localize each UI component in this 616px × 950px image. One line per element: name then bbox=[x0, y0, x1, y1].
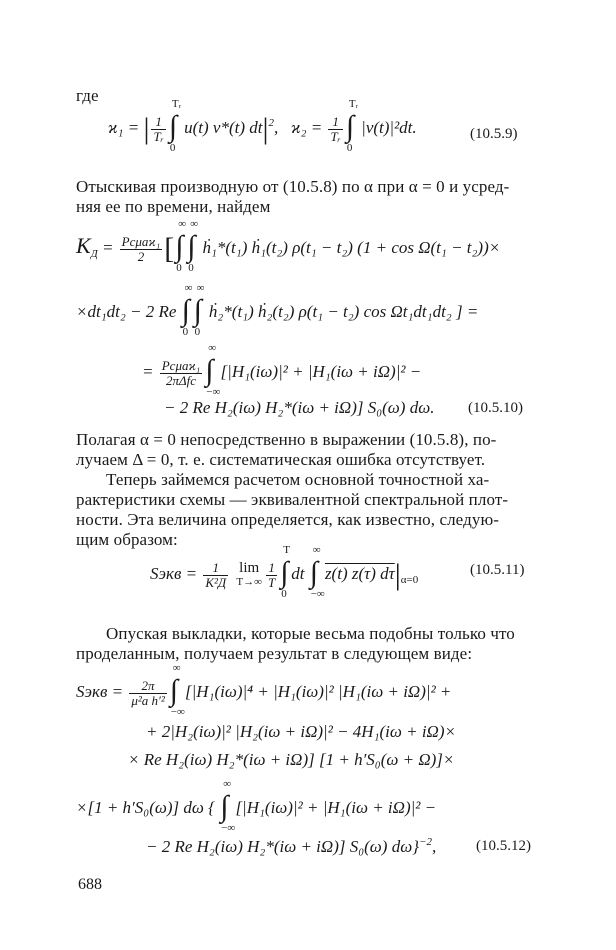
equation-10-5-12-line-1: Sэкв = $\frac{2\pi}{\text{μ²a h′²}}$ ∞ ∫ −∞ [|H₁(iω)|⁴ + |H₁(iω)|² |H₁(iω + iΩ)|² + bbox=[76, 662, 452, 718]
integral-sign: ∞ ∫ 0 bbox=[175, 218, 187, 274]
equation-10-5-12-line-5: − 2 Re H₂(iω) H₂*(iω + iΩ)] S₀(ω) dω}$^{-2}$, bbox=[146, 836, 437, 856]
equation-10-5-10-line-3: = $\frac{\text{Pcμaϰ₁}}{\text{2πΔfc}}$ ∞ ∫ −∞ [|H₁(iω)|² + |H₁(iω + iΩ)|² − bbox=[142, 342, 422, 398]
equation-10-5-11: Sэкв = $\frac{1}{\text{K²Д}}$ lim T→∞ $\frac{1}{T}$ T ∫ 0 dt ∞ ∫ −∞ z(t) z(τ) $d\tau|_{\alpha=0}$ bbox=[150, 544, 419, 600]
paragraph-3-line-4: щим образом: bbox=[76, 530, 178, 549]
integral-sign: T ∫ 0 bbox=[280, 544, 290, 600]
integral-sign: ∞ ∫ 0 bbox=[181, 282, 193, 338]
integral-sign: ∞ ∫ −∞ bbox=[205, 342, 221, 398]
equation-10-5-10-line-4: − 2 Re H₂(iω) H₂*(iω + iΩ)] S₀(ω) dω. bbox=[164, 398, 435, 417]
paragraph-1-line-2: няя ее по времени, найдем bbox=[76, 197, 271, 216]
equation-10-5-12-line-2: + 2|H₂(iω)|² |H₂(iω + iΩ)|² − 4H₁(iω + iΩ)× bbox=[146, 722, 456, 741]
page-number: 688 bbox=[78, 876, 102, 893]
equation-10-5-10-line-1: $K_Д$ = $\frac{\text{Pcμaϰ₁}}{2}$ [ ∞ ∫ 0 ∞ ∫ 0 ḣ₁*(t₁) ḣ₁(t₂) ρ(t₁ − t₂) (1 + cos Ω(t₁ − t₂))× bbox=[76, 218, 501, 274]
integral-sign: Tᵣ ∫ 0 bbox=[345, 98, 359, 154]
paragraph-3-line-2: рактеристики схемы — эквивалентной спектральной плот- bbox=[76, 490, 509, 509]
integral-sign: ∞ ∫ −∞ bbox=[169, 662, 185, 718]
integral-sign: Tᵣ ∫ 0 bbox=[168, 98, 182, 154]
equation-number-10-5-11: (10.5.11) bbox=[470, 562, 525, 578]
paragraph-2-line-2: лучаем Δ = 0, т. е. систематическая ошибка отсутствует. bbox=[76, 450, 486, 469]
integral-sign: ∞ ∫ 0 bbox=[187, 218, 199, 274]
paragraph-2-line-1: Полагая α = 0 непосредственно в выражении (10.5.8), по- bbox=[76, 430, 497, 449]
paragraph-3-line-3: ности. Эта величина определяется, как известно, следую- bbox=[76, 510, 500, 529]
equation-10-5-12-line-4: ×[1 + h′S₀(ω)] dω { ∞ ∫ −∞ [|H₁(iω)|² + |H₁(iω + iΩ)|² − bbox=[76, 778, 437, 834]
equation-10-5-9: ϰ₁ = | $\frac{1}{\text{Tᵣ}}$ Tᵣ ∫ 0 u(t) v*(t) $dt|^2$, ϰ₂ = $\frac{1}{\text{Tᵣ}}$ Tᵣ ∫ 0 |v(t)|²dt. bbox=[108, 98, 417, 154]
equation-10-5-10-line-2: ×dt₁dt₂ − 2 Re ∞ ∫ 0 ∞ ∫ 0 ḣ₂*(t₁) ḣ₂(t₂) ρ(t₁ − t₂) cos Ωt₁dt₁dt₂ ] = bbox=[76, 282, 479, 338]
paragraph-4-line-1: Опуская выкладки, которые весьма подобны только что bbox=[106, 624, 515, 643]
integral-sign: ∞ ∫ −∞ bbox=[220, 778, 236, 834]
equation-number-10-5-12: (10.5.12) bbox=[476, 838, 531, 854]
paragraph-1-line-1: Отыскивая производную от (10.5.8) по α при α = 0 и усред- bbox=[76, 177, 510, 196]
paragraph-3-line-1: Теперь займемся расчетом основной точностной ха- bbox=[106, 470, 490, 489]
integral-sign: ∞ ∫ 0 bbox=[193, 282, 205, 338]
where-word: где bbox=[76, 86, 99, 105]
equation-number-10-5-10: (10.5.10) bbox=[468, 400, 523, 416]
paragraph-4-line-2: проделанным, получаем результат в следующем виде: bbox=[76, 644, 473, 663]
equation-10-5-12-line-3: × Re H₂(iω) H₂*(iω + iΩ)] [1 + h′S₀(ω + Ω)]× bbox=[128, 750, 455, 769]
integral-sign: ∞ ∫ −∞ bbox=[309, 544, 325, 600]
equation-number-10-5-9: (10.5.9) bbox=[470, 126, 518, 142]
